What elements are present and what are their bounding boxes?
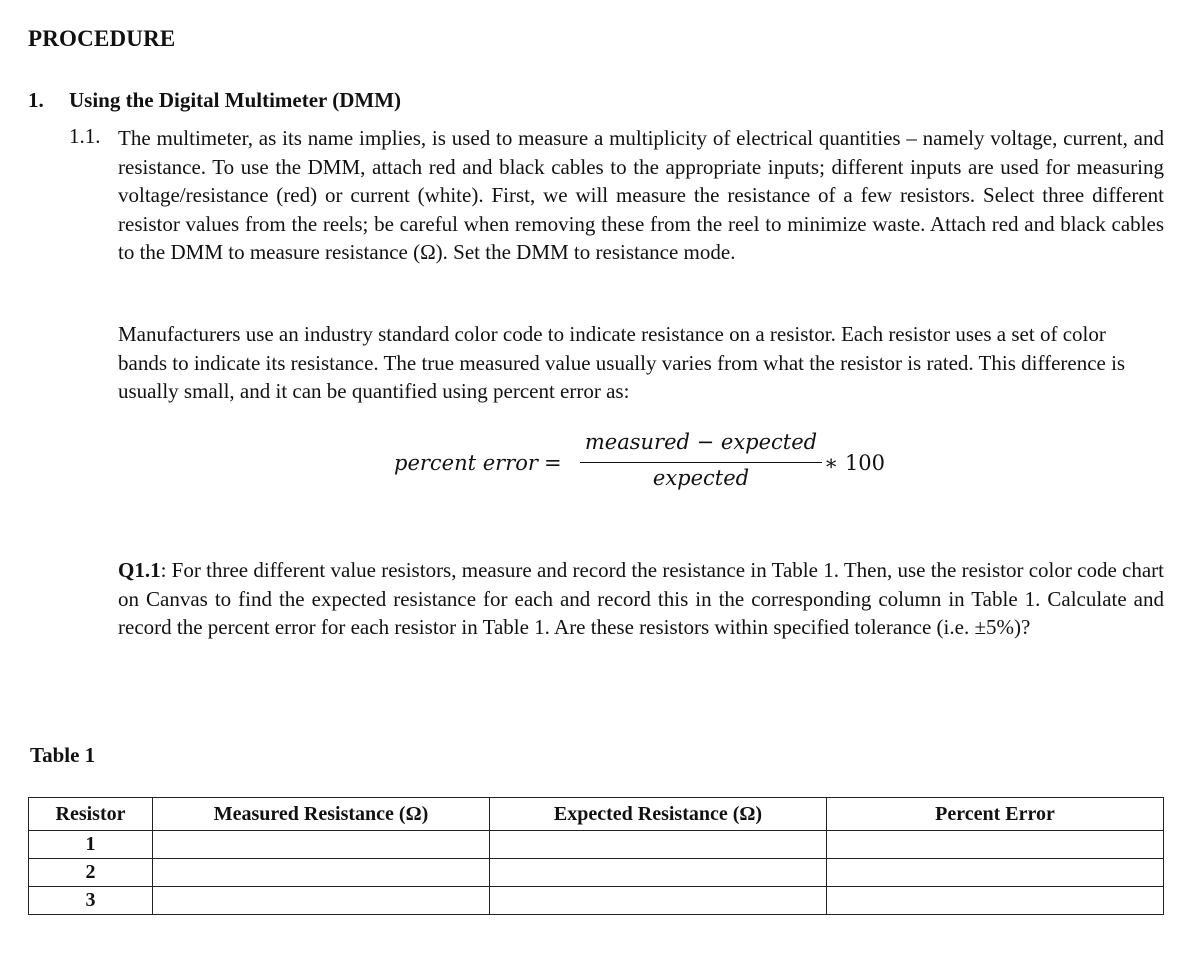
expected-cell[interactable] bbox=[490, 887, 827, 915]
measured-cell[interactable] bbox=[153, 831, 490, 859]
percent-error-cell[interactable] bbox=[827, 859, 1164, 887]
header-measured: Measured Resistance (Ω) bbox=[153, 798, 490, 831]
intro-paragraph: The multimeter, as its name implies, is used to measure a multiplicity of electrical quantities – namely voltage, current, and resistance. To use the DMM, attach red and black cables to the appropriate inputs; different inputs are used for measuring voltage/resistance (red) or current (white). First, we will measure the resistance of a few resistors. Select three different resistor values from the reels; be careful when removing these from the reel to minimize waste. Attach red and black cables to the DMM to measure resistance (Ω). Set the DMM to resistance mode. bbox=[118, 126, 1164, 265]
page-heading: PROCEDURE bbox=[28, 26, 176, 51]
resistance-table bbox=[28, 797, 1164, 915]
percent-error-cell[interactable] bbox=[827, 887, 1164, 915]
header-expected: Expected Resistance (Ω) bbox=[490, 798, 827, 831]
question-text: : For three different value resistors, measure and record the resistance in Table 1. Then, use the resistor color code chart on Canvas to find the expected resistance for each and record this in the corresponding column in Table 1. Calculate and record the percent error for each resistor in Table 1. Are these resistors within specified tolerance (i.e. ±5%)? bbox=[118, 558, 1164, 640]
expected-cell[interactable] bbox=[490, 859, 827, 887]
formula-numerator: measured − expected bbox=[584, 430, 818, 454]
table-row bbox=[29, 859, 1164, 887]
formula-lhs-text: percent error bbox=[394, 451, 538, 475]
percent-error-cell[interactable] bbox=[827, 831, 1164, 859]
subsection-number: 1.1. bbox=[69, 124, 101, 148]
table-row bbox=[29, 831, 1164, 859]
formula-equals: = bbox=[543, 451, 562, 475]
percent-error-formula bbox=[394, 426, 894, 500]
question-label: Q1.1 bbox=[118, 558, 161, 582]
expected-cell[interactable] bbox=[490, 831, 827, 859]
measured-cell[interactable] bbox=[153, 859, 490, 887]
resistor-number: 3 bbox=[29, 887, 153, 915]
color-code-paragraph: Manufacturers use an industry standard color code to indicate resistance on a resistor. Each resistor uses a set of color bands to indicate its resistance. The true measured value usually varies from what the resistor is rated. This difference is usually small, and it can be quantified using percent error as: bbox=[118, 322, 1126, 404]
formula-denominator: expected bbox=[652, 466, 750, 490]
table-header-row bbox=[29, 798, 1164, 831]
table-row bbox=[29, 887, 1164, 915]
table-caption: Table 1 bbox=[30, 743, 96, 767]
header-resistor: Resistor bbox=[29, 798, 153, 831]
resistor-number: 2 bbox=[29, 859, 153, 887]
question-paragraph bbox=[118, 556, 1164, 642]
formula-lhs bbox=[394, 451, 562, 475]
section-title: Using the Digital Multimeter (DMM) bbox=[69, 88, 402, 112]
resistor-number: 1 bbox=[29, 831, 153, 859]
section-number: 1. bbox=[28, 88, 44, 112]
fraction-bar bbox=[580, 462, 822, 463]
formula-multiplier: ∗ 100 bbox=[824, 451, 886, 475]
measured-cell[interactable] bbox=[153, 887, 490, 915]
header-percent-error: Percent Error bbox=[827, 798, 1164, 831]
